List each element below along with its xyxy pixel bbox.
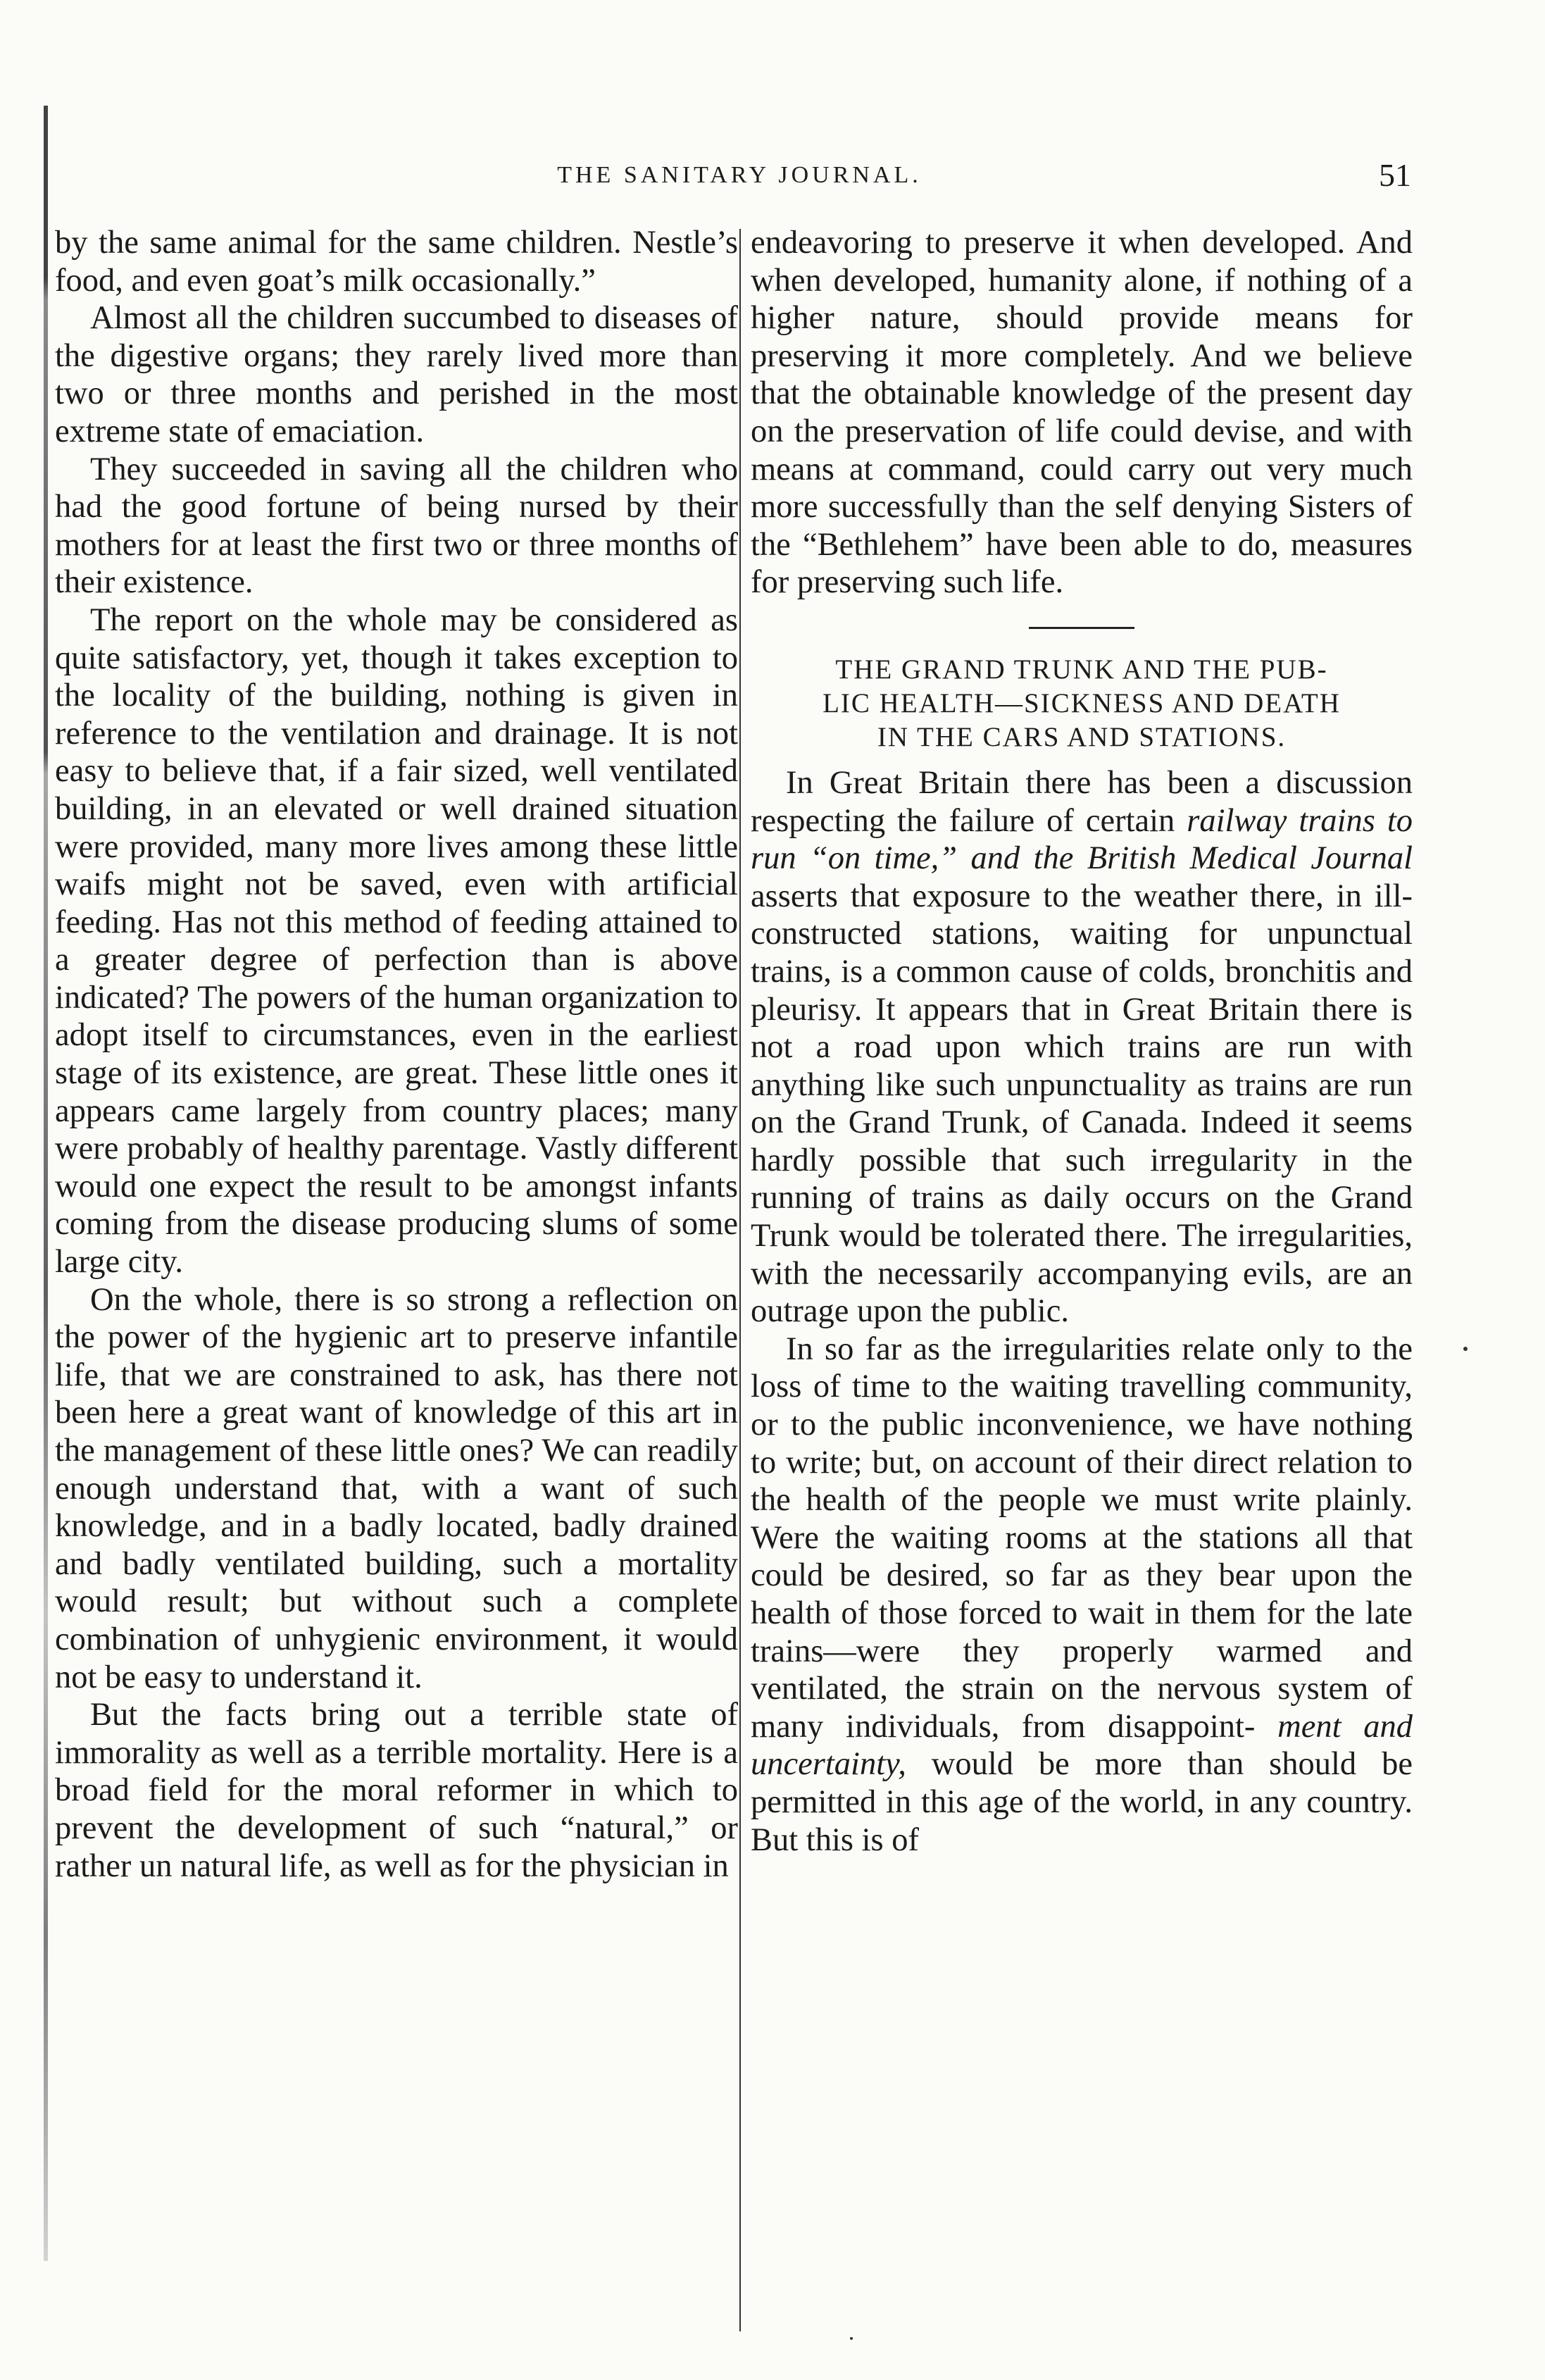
right-column xyxy=(751,224,1413,1859)
left-paragraph-4: The report on the whole may be considered as quite satisfactory, yet, though it takes exception to the locality of the building, nothing is given in reference to the ventilation and drainage. It is not easy to believe that, if a fair sized, well ventilated building, in an elevated or well drained situation were provided, many more lives among these little waifs might not be saved, even with artificial feeding. Has not this method of feeding attained to a greater degree of perfection than is above indicated? The powers of the human organization to adopt itself to circumstances, even in the earliest stage of its existence, are great. These little ones it appears came largely from country places; many were probably of healthy parentage. Vastly different would one expect the result to be amongst infants coming from the disease producing slums of some large city. xyxy=(55,602,738,1281)
right-paragraph-2-italic: railway trains to run “on time,” and the British Medical Journal xyxy=(751,802,1413,877)
left-paragraph-5: On the whole, there is so strong a reflection on the power of the hygienic art to preserve infantile life, that we are constrained to ask, has there not been here a great want of knowledge of this art in the management of these little ones? We can readily enough understand that, with a want of such knowledge, and in a badly located, badly drained and badly ventilated building, such a mortality would result; but without such a complete combination of unhygienic environment, it would not be easy to understand it. xyxy=(55,1281,738,1695)
running-head xyxy=(0,156,1545,199)
article-heading xyxy=(751,653,1413,754)
heading-line-1: THE GRAND TRUNK AND THE PUB- xyxy=(835,654,1328,685)
left-paragraph-3: They succeeded in saving all the children who had the good fortune of being nursed by their mothers for at least the first two or three months of their existence. xyxy=(55,451,738,601)
page-number: 51 xyxy=(1379,157,1411,193)
left-paragraph-2: Almost all the children succumbed to diseases of the digestive organs; they rarely lived more than two or three months and perished in the most extreme state of emaciation. xyxy=(55,300,738,449)
heading-line-3: IN THE CARS AND STATIONS. xyxy=(877,721,1287,752)
left-column xyxy=(55,224,738,1885)
scan-speck xyxy=(850,2337,853,2340)
heading-line-2: LIC HEALTH—SICKNESS AND DEATH xyxy=(822,687,1341,718)
book-binding-edge xyxy=(44,106,48,2261)
right-paragraph-3-start: In so far as the irregularities relate only to the loss of time to the waiting travelling community, or to the public inconvenience, we have nothing to write; but, on account of their direct relation to the health of the people we must write plainly. Were the waiting rooms at the stations all that could be desired, so far as they bear upon the health of those forced to wait in them for the late trains—were they properly warmed and ventilated, the strain on the nervous system of many individuals, from disappoint- xyxy=(751,1331,1413,1745)
running-title: THE SANITARY JOURNAL. xyxy=(557,162,922,188)
right-paragraph-2 xyxy=(751,764,1413,1331)
left-paragraph-6: But the facts bring out a terrible state of immorality as well as a terrible mortality. Here is a broad field for the moral reformer in which to prevent the development of such “natural,” or rather un natural life, as well as for the physician in xyxy=(55,1697,738,1884)
right-paragraph-3-italic: ment and uncertainty, xyxy=(751,1708,1413,1783)
right-paragraph-2-end: asserts that exposure to the weather there, in ill-constructed stations, waiting for unpunctual trains, is a common cause of colds, bronchitis and pleurisy. It appears that in Great Britain there is not a road upon which trains are run with anything like such unpunctuality as trains are run on the Grand Trunk, of Canada. Indeed it seems hardly possible that such irregularity in the running of trains as daily occurs on the Grand Trunk would be tolerated there. The irregularities, with the necessarily accompanying evils, are an outrage upon the public. xyxy=(751,878,1413,1330)
right-paragraph-3 xyxy=(751,1331,1413,1859)
scan-speck xyxy=(1463,1347,1468,1351)
column-divider xyxy=(739,229,741,2331)
left-paragraph-1: by the same animal for the same children. Nestle’s food, and even goat’s milk occasionally.” xyxy=(55,225,738,299)
section-rule xyxy=(1029,627,1134,629)
right-paragraph-2-start: In Great Britain there has been a discussion respecting the failure of certain xyxy=(751,764,1413,839)
right-paragraph-3-end: would be more than should be permitted in this age of the world, in any country. But this is of xyxy=(751,1746,1413,1858)
right-paragraph-1: endeavoring to preserve it when developed. And when developed, humanity alone, if nothing of a higher nature, should provide means for preserving it more completely. And we believe that the obtainable knowledge of the present day on the preservation of life could devise, and with means at command, could carry out very much more successfully than the self denying Sisters of the “Bethlehem” have been able to do, measures for preserving such life. xyxy=(751,225,1413,601)
